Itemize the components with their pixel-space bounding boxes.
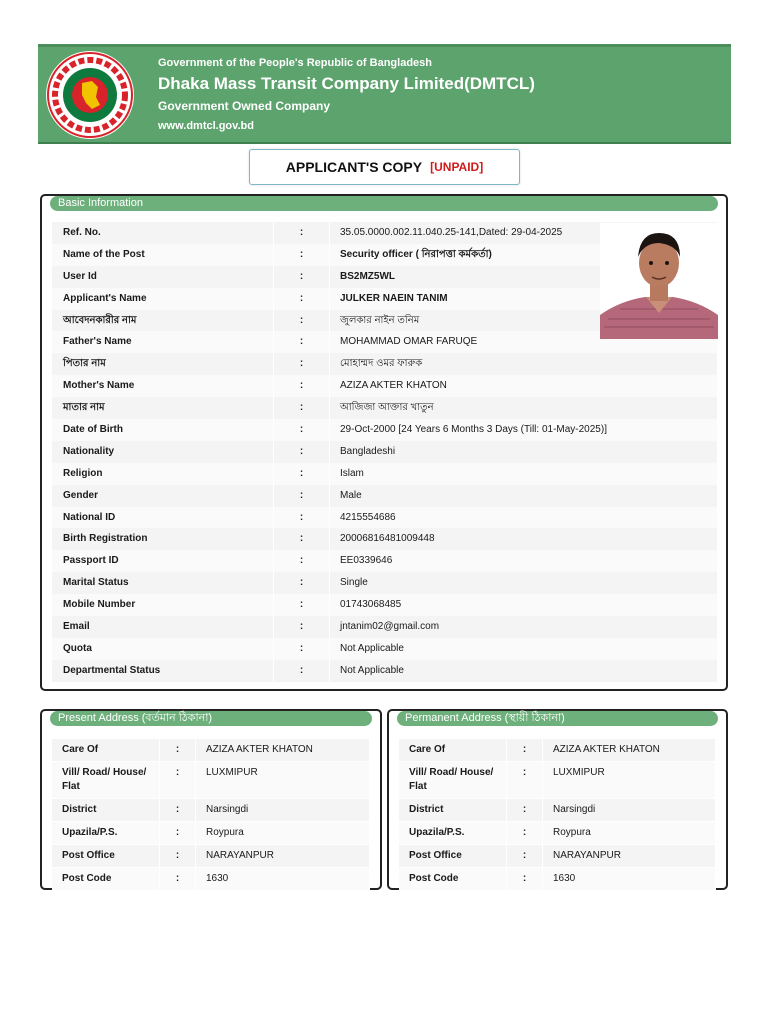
field-value: Narsingdi bbox=[196, 799, 370, 821]
permanent-address-title: Permanent Address (স্থায়ী ঠিকানা) bbox=[397, 711, 718, 726]
field-value: 1630 bbox=[543, 868, 716, 890]
field-label: Mother's Name bbox=[52, 375, 274, 397]
permanent-address-table bbox=[399, 739, 716, 891]
field-label: Date of Birth bbox=[52, 419, 274, 441]
table-row bbox=[399, 845, 716, 868]
field-separator: : bbox=[160, 762, 196, 798]
field-separator: : bbox=[274, 463, 330, 485]
field-separator: : bbox=[274, 353, 330, 375]
table-row bbox=[52, 528, 718, 550]
field-separator: : bbox=[274, 616, 330, 638]
table-row bbox=[52, 616, 718, 638]
field-value: LUXMIPUR bbox=[543, 762, 716, 798]
field-separator: : bbox=[274, 288, 330, 310]
applicant-copy-title: APPLICANT'S COPY bbox=[285, 159, 423, 175]
field-separator: : bbox=[274, 331, 330, 353]
field-label: User Id bbox=[52, 266, 274, 288]
field-value: JULKER NAEIN TANIM bbox=[330, 288, 718, 310]
table-row bbox=[52, 463, 718, 485]
field-value: NARAYANPUR bbox=[196, 845, 370, 867]
field-separator: : bbox=[274, 266, 330, 288]
field-value: NARAYANPUR bbox=[543, 845, 716, 867]
table-row bbox=[52, 572, 718, 594]
field-value: Bangladeshi bbox=[330, 441, 718, 463]
table-row bbox=[52, 594, 718, 616]
field-value: Single bbox=[330, 572, 718, 594]
table-row bbox=[52, 507, 718, 529]
field-label: National ID bbox=[52, 507, 274, 529]
table-row bbox=[52, 660, 718, 682]
field-separator: : bbox=[274, 638, 330, 660]
field-separator: : bbox=[274, 550, 330, 572]
field-value: 4215554686 bbox=[330, 507, 718, 529]
field-separator: : bbox=[274, 419, 330, 441]
field-value: Roypura bbox=[543, 822, 716, 844]
field-value: Security officer ( নিরাপত্তা কর্মকর্তা) bbox=[330, 244, 718, 266]
table-row bbox=[52, 868, 370, 891]
field-separator: : bbox=[274, 397, 330, 419]
field-separator: : bbox=[160, 868, 196, 890]
field-separator: : bbox=[507, 845, 543, 867]
company-website[interactable]: www.dmtcl.gov.bd bbox=[158, 120, 254, 132]
field-label: Vill/ Road/ House/ Flat bbox=[52, 762, 160, 798]
table-row bbox=[52, 353, 718, 375]
field-label: আবেদনকারীর নাম bbox=[52, 310, 274, 332]
present-address-table bbox=[52, 739, 370, 891]
table-row bbox=[52, 485, 718, 507]
field-label: Upazila/P.S. bbox=[399, 822, 507, 844]
field-separator: : bbox=[507, 799, 543, 821]
basic-information-panel bbox=[40, 194, 728, 691]
table-row bbox=[52, 550, 718, 572]
field-label: Mobile Number bbox=[52, 594, 274, 616]
table-row bbox=[52, 397, 718, 419]
field-label: Religion bbox=[52, 463, 274, 485]
payment-status-badge: [UNPAID] bbox=[430, 160, 484, 174]
field-value: EE0339646 bbox=[330, 550, 718, 572]
field-label: Ref. No. bbox=[52, 222, 274, 244]
present-address-title: Present Address (বর্তমান ঠিকানা) bbox=[50, 711, 372, 726]
field-separator: : bbox=[274, 660, 330, 682]
field-label: Post Office bbox=[52, 845, 160, 867]
present-address-panel bbox=[40, 709, 382, 890]
field-value: AZIZA AKTER KHATON bbox=[330, 375, 718, 397]
field-label: Post Code bbox=[399, 868, 507, 890]
field-separator: : bbox=[160, 845, 196, 867]
field-value: jntanim02@gmail.com bbox=[330, 616, 718, 638]
permanent-address-panel bbox=[387, 709, 728, 890]
field-label: District bbox=[52, 799, 160, 821]
table-row bbox=[52, 419, 718, 441]
field-value: AZIZA AKTER KHATON bbox=[196, 739, 370, 761]
field-label: Post Code bbox=[52, 868, 160, 890]
field-label: Vill/ Road/ House/ Flat bbox=[399, 762, 507, 798]
field-separator: : bbox=[160, 739, 196, 761]
table-row bbox=[52, 638, 718, 660]
field-separator: : bbox=[274, 310, 330, 332]
table-row bbox=[52, 762, 370, 799]
field-separator: : bbox=[507, 762, 543, 798]
field-label: Father's Name bbox=[52, 331, 274, 353]
field-separator: : bbox=[274, 375, 330, 397]
field-value: Roypura bbox=[196, 822, 370, 844]
field-label: Name of the Post bbox=[52, 244, 274, 266]
basic-information-title: Basic Information bbox=[50, 196, 718, 211]
field-value: 20006816481009448 bbox=[330, 528, 718, 550]
table-row bbox=[52, 822, 370, 845]
company-type: Government Owned Company bbox=[158, 99, 331, 113]
table-row bbox=[52, 799, 370, 822]
field-label: মাতার নাম bbox=[52, 397, 274, 419]
table-row bbox=[399, 739, 716, 762]
field-separator: : bbox=[274, 244, 330, 266]
table-row bbox=[52, 441, 718, 463]
field-separator: : bbox=[274, 222, 330, 244]
government-seal-logo bbox=[46, 51, 134, 139]
field-label: Passport ID bbox=[52, 550, 274, 572]
field-label: District bbox=[399, 799, 507, 821]
field-value: জুলকার নাইন তনিম bbox=[330, 310, 718, 332]
field-value: 1630 bbox=[196, 868, 370, 890]
field-label: Birth Registration bbox=[52, 528, 274, 550]
field-separator: : bbox=[507, 822, 543, 844]
field-separator: : bbox=[274, 528, 330, 550]
page-header bbox=[38, 44, 731, 144]
field-label: Nationality bbox=[52, 441, 274, 463]
field-label: Gender bbox=[52, 485, 274, 507]
field-separator: : bbox=[274, 572, 330, 594]
field-label: পিতার নাম bbox=[52, 353, 274, 375]
government-name: Government of the People's Republic of Bangladesh bbox=[158, 57, 432, 69]
table-row bbox=[399, 822, 716, 845]
field-value: Male bbox=[330, 485, 718, 507]
field-separator: : bbox=[507, 868, 543, 890]
field-value: মোহাম্মদ ওমর ফারুক bbox=[330, 353, 718, 375]
field-label: Applicant's Name bbox=[52, 288, 274, 310]
field-label: Care Of bbox=[52, 739, 160, 761]
field-value: আজিজা আক্তার খাতুন bbox=[330, 397, 718, 419]
field-value: Islam bbox=[330, 463, 718, 485]
field-label: Post Office bbox=[399, 845, 507, 867]
company-name: Dhaka Mass Transit Company Limited(DMTCL) bbox=[158, 74, 535, 93]
table-row bbox=[399, 799, 716, 822]
field-value: AZIZA AKTER KHATON bbox=[543, 739, 716, 761]
field-value: 01743068485 bbox=[330, 594, 718, 616]
field-separator: : bbox=[507, 739, 543, 761]
field-label: Care Of bbox=[399, 739, 507, 761]
field-label: Quota bbox=[52, 638, 274, 660]
field-value: Narsingdi bbox=[543, 799, 716, 821]
field-label: Email bbox=[52, 616, 274, 638]
table-row bbox=[52, 845, 370, 868]
table-row bbox=[52, 739, 370, 762]
field-separator: : bbox=[274, 507, 330, 529]
applicant-copy-box bbox=[249, 149, 520, 185]
field-separator: : bbox=[274, 485, 330, 507]
table-row bbox=[399, 868, 716, 891]
applicant-photo bbox=[600, 223, 718, 339]
field-separator: : bbox=[274, 594, 330, 616]
field-label: Marital Status bbox=[52, 572, 274, 594]
field-value: LUXMIPUR bbox=[196, 762, 370, 798]
field-value: Not Applicable bbox=[330, 638, 718, 660]
table-row bbox=[52, 375, 718, 397]
field-label: Upazila/P.S. bbox=[52, 822, 160, 844]
field-value: MOHAMMAD OMAR FARUQE bbox=[330, 331, 718, 353]
field-label: Departmental Status bbox=[52, 660, 274, 682]
field-value: Not Applicable bbox=[330, 660, 718, 682]
field-separator: : bbox=[160, 799, 196, 821]
field-value: BS2MZ5WL bbox=[330, 266, 718, 288]
field-value: 35.05.0000.002.11.040.25-141,Dated: 29-04-2025 bbox=[330, 222, 718, 244]
table-row bbox=[399, 762, 716, 799]
field-separator: : bbox=[274, 441, 330, 463]
field-separator: : bbox=[160, 822, 196, 844]
field-value: 29-Oct-2000 [24 Years 6 Months 3 Days (Till: 01-May-2025)] bbox=[330, 419, 718, 441]
